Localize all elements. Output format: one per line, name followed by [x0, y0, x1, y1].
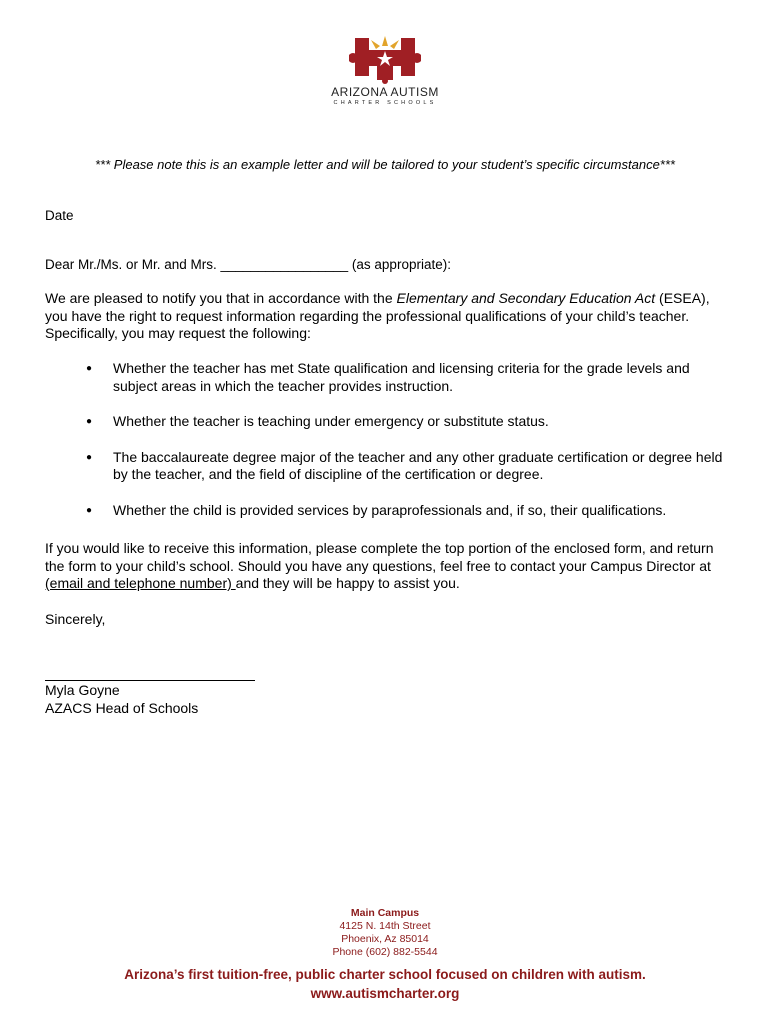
list-item-text: Whether the teacher has met State qualification and licensing criteria for the grade levels and subject areas in which the teacher provides instruction.	[113, 360, 690, 394]
list-item-text: Whether the teacher is teaching under emergency or substitute status.	[113, 413, 549, 429]
sign-off: Sincerely,	[45, 611, 106, 627]
list-item-text: Whether the child is provided services by paraprofessionals and, if so, their qualifications.	[113, 501, 667, 518]
intro-paragraph	[45, 290, 725, 343]
campus-title: Main Campus	[350, 907, 420, 919]
intro-text-after: (ESEA), you have the right to request information regarding the professional qualifications of your child’s teacher. Specifically, you may request the following:	[45, 290, 710, 341]
list-item	[86, 413, 726, 431]
list-item	[86, 449, 726, 484]
salutation: Dear Mr./Ms. or Mr. and Mrs. _________________ (as appropriate):	[45, 257, 451, 272]
campus-phone: Phone (602) 882-5544	[332, 946, 438, 958]
signer-title: AZACS Head of Schools	[45, 700, 199, 716]
example-letter-note: *** Please note this is an example letter and will be tailored to your student’s specific circumstance***	[94, 157, 675, 172]
puzzle-sun-logo-icon	[349, 32, 421, 84]
qualification-list	[86, 360, 726, 537]
bullet-icon: ●	[86, 363, 93, 374]
logo-title: ARIZONA AUTISM	[331, 85, 439, 99]
closing-paragraph	[45, 540, 735, 593]
list-item	[86, 502, 726, 520]
signer-name: Myla Goyne	[45, 682, 120, 698]
list-item	[86, 360, 726, 395]
contact-placeholder-link: (email and telephone number)	[45, 575, 236, 591]
list-item-text: The baccalaureate degree major of the teacher and any other graduate certification or degree held by the teacher, and the field of discipline of the certification or degree.	[113, 448, 723, 482]
website-link[interactable]: www.autismcharter.org	[310, 986, 460, 1001]
intro-text-before: We are pleased to notify you that in accordance with the	[45, 290, 397, 306]
campus-address-line2: Phoenix, Az 85014	[341, 933, 429, 945]
footer-tagline: Arizona’s first tuition-free, public charter school focused on children with autism.	[124, 967, 646, 982]
closing-text-after: and they will be happy to assist you.	[235, 575, 460, 591]
closing-text-before: If you would like to receive this information, please complete the top portion of the enclosed form, and return the form to your child’s school. Should you have any questions, feel free to contact your Campus Director at	[45, 540, 714, 574]
school-logo	[330, 32, 440, 107]
bullet-icon: ●	[86, 416, 93, 427]
logo-subtitle: CHARTER SCHOOLS	[333, 100, 437, 106]
bullet-icon: ●	[86, 504, 93, 516]
bullet-icon: ●	[86, 451, 93, 463]
date-label: Date	[45, 208, 74, 223]
signature-line	[45, 680, 255, 681]
campus-address-line1: 4125 N. 14th Street	[339, 920, 431, 932]
act-name: Elementary and Secondary Education Act	[396, 290, 656, 306]
